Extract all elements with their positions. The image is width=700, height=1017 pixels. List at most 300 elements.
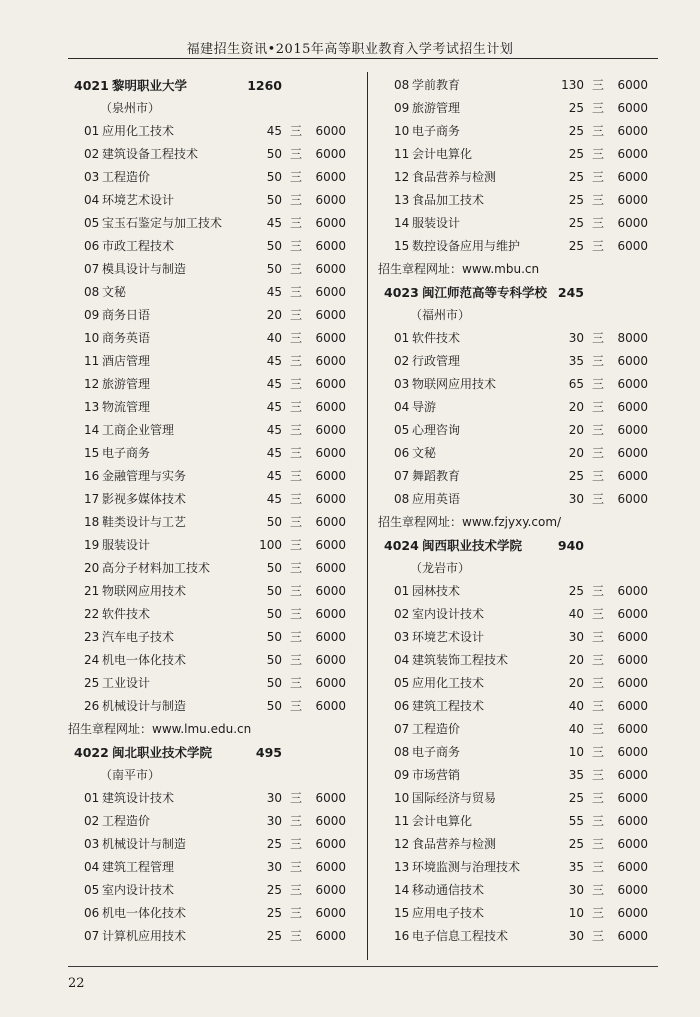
major-years: 三 bbox=[591, 170, 604, 184]
major-quota: 45 bbox=[266, 354, 282, 368]
major-fee: 6000 bbox=[617, 193, 648, 207]
major-number: 16 bbox=[84, 469, 100, 483]
major-quota: 50 bbox=[266, 262, 282, 276]
major-years: 三 bbox=[289, 285, 302, 299]
major-years: 三 bbox=[289, 469, 302, 483]
major-years: 三 bbox=[289, 906, 302, 920]
major-name: 应用电子技术 bbox=[412, 906, 485, 920]
major-number: 02 bbox=[84, 814, 100, 828]
major-years: 三 bbox=[591, 446, 604, 460]
major-fee: 6000 bbox=[315, 446, 346, 460]
major-number: 06 bbox=[394, 699, 410, 713]
major-fee: 6000 bbox=[315, 216, 346, 230]
major-years: 三 bbox=[591, 354, 604, 368]
major-fee: 6000 bbox=[315, 584, 346, 598]
major-quota: 25 bbox=[568, 584, 584, 598]
major-name: 服装设计 bbox=[412, 216, 461, 230]
major-row bbox=[378, 212, 662, 235]
major-row bbox=[378, 327, 662, 350]
major-years: 三 bbox=[591, 883, 604, 897]
major-name: 建筑设备工程技术 bbox=[102, 147, 199, 161]
major-row bbox=[378, 718, 662, 741]
major-row bbox=[68, 189, 360, 212]
major-number: 12 bbox=[394, 837, 410, 851]
major-row bbox=[68, 879, 360, 902]
major-name: 计算机应用技术 bbox=[102, 929, 187, 943]
major-fee: 6000 bbox=[617, 124, 648, 138]
major-name: 旅游管理 bbox=[412, 101, 461, 115]
major-fee: 6000 bbox=[315, 492, 346, 506]
major-years: 三 bbox=[289, 124, 302, 138]
major-fee: 6000 bbox=[315, 354, 346, 368]
major-number: 15 bbox=[394, 906, 410, 920]
major-quota: 25 bbox=[266, 883, 282, 897]
major-name: 金融管理与实务 bbox=[102, 469, 187, 483]
major-row bbox=[68, 833, 360, 856]
major-name: 数控设备应用与维护 bbox=[412, 239, 521, 253]
major-years: 三 bbox=[591, 768, 604, 782]
major-fee: 6000 bbox=[315, 883, 346, 897]
major-years: 三 bbox=[289, 860, 302, 874]
major-number: 05 bbox=[84, 883, 100, 897]
school-website: 招生章程网址：www.fzjyxy.com/ bbox=[378, 515, 562, 529]
major-fee: 6000 bbox=[617, 722, 648, 736]
major-quota: 50 bbox=[266, 699, 282, 713]
major-number: 12 bbox=[84, 377, 100, 391]
major-number: 02 bbox=[84, 147, 100, 161]
major-fee: 6000 bbox=[617, 607, 648, 621]
major-years: 三 bbox=[591, 147, 604, 161]
major-name: 环境艺术设计 bbox=[102, 193, 175, 207]
major-name: 机械设计与制造 bbox=[102, 837, 187, 851]
major-number: 03 bbox=[394, 630, 410, 644]
major-name: 机电一体化技术 bbox=[102, 906, 187, 920]
major-row bbox=[378, 350, 662, 373]
major-quota: 35 bbox=[568, 768, 584, 782]
major-fee: 6000 bbox=[617, 239, 648, 253]
major-number: 08 bbox=[394, 745, 410, 759]
major-years: 三 bbox=[289, 354, 302, 368]
major-years: 三 bbox=[289, 607, 302, 621]
major-number: 16 bbox=[394, 929, 410, 943]
major-number: 23 bbox=[84, 630, 100, 644]
school-city: （泉州市） bbox=[100, 101, 161, 115]
major-number: 01 bbox=[394, 331, 410, 345]
major-quota: 45 bbox=[266, 216, 282, 230]
major-number: 04 bbox=[394, 400, 410, 414]
major-number: 04 bbox=[394, 653, 410, 667]
major-number: 04 bbox=[84, 193, 100, 207]
major-row bbox=[68, 856, 360, 879]
major-years: 三 bbox=[289, 216, 302, 230]
major-years: 三 bbox=[289, 883, 302, 897]
page-header: 福建招生资讯•2015年高等职业教育入学考试招生计划 bbox=[186, 42, 514, 57]
major-name: 电子商务 bbox=[102, 446, 151, 460]
major-list bbox=[68, 787, 360, 948]
major-years: 三 bbox=[591, 630, 604, 644]
school-total: 940 bbox=[557, 538, 584, 553]
major-row bbox=[378, 373, 662, 396]
major-quota: 30 bbox=[266, 791, 282, 805]
major-quota: 25 bbox=[568, 216, 584, 230]
major-quota: 55 bbox=[568, 814, 584, 828]
major-fee: 6000 bbox=[617, 906, 648, 920]
major-row bbox=[68, 304, 360, 327]
major-quota: 20 bbox=[568, 423, 584, 437]
major-years: 三 bbox=[289, 538, 302, 552]
major-fee: 6000 bbox=[617, 170, 648, 184]
major-fee: 6000 bbox=[315, 653, 346, 667]
major-quota: 20 bbox=[568, 676, 584, 690]
major-fee: 6000 bbox=[315, 699, 346, 713]
major-name: 电子商务 bbox=[412, 745, 461, 759]
major-quota: 45 bbox=[266, 377, 282, 391]
major-name: 应用化工技术 bbox=[102, 124, 175, 138]
major-row bbox=[68, 442, 360, 465]
school-code: 4022 bbox=[74, 745, 109, 760]
major-quota: 65 bbox=[568, 377, 584, 391]
major-number: 15 bbox=[394, 239, 410, 253]
major-quota: 25 bbox=[266, 929, 282, 943]
school-code: 4024 bbox=[384, 538, 419, 553]
major-row bbox=[378, 695, 662, 718]
major-years: 三 bbox=[591, 653, 604, 667]
major-quota: 30 bbox=[568, 492, 584, 506]
major-number: 22 bbox=[84, 607, 100, 621]
major-row bbox=[68, 143, 360, 166]
page-number: 22 bbox=[68, 976, 85, 991]
major-row bbox=[378, 235, 662, 258]
major-fee: 6000 bbox=[617, 837, 648, 851]
major-quota: 25 bbox=[568, 239, 584, 253]
major-quota: 30 bbox=[568, 331, 584, 345]
major-quota: 100 bbox=[259, 538, 282, 552]
major-row bbox=[378, 626, 662, 649]
major-years: 三 bbox=[289, 630, 302, 644]
major-quota: 10 bbox=[568, 745, 584, 759]
major-years: 三 bbox=[591, 791, 604, 805]
major-number: 13 bbox=[394, 860, 410, 874]
major-row bbox=[68, 557, 360, 580]
major-quota: 45 bbox=[266, 492, 282, 506]
major-row bbox=[378, 396, 662, 419]
major-years: 三 bbox=[289, 193, 302, 207]
major-fee: 6000 bbox=[315, 607, 346, 621]
major-quota: 35 bbox=[568, 860, 584, 874]
major-quota: 40 bbox=[568, 699, 584, 713]
major-row bbox=[68, 787, 360, 810]
major-list bbox=[378, 327, 662, 511]
major-name: 工商企业管理 bbox=[102, 423, 175, 437]
major-years: 三 bbox=[591, 239, 604, 253]
major-number: 14 bbox=[394, 883, 410, 897]
major-fee: 6000 bbox=[315, 561, 346, 575]
major-fee: 6000 bbox=[617, 400, 648, 414]
major-years: 三 bbox=[591, 745, 604, 759]
major-name: 商务日语 bbox=[102, 308, 151, 322]
major-row bbox=[68, 327, 360, 350]
major-years: 三 bbox=[289, 837, 302, 851]
major-row bbox=[378, 810, 662, 833]
major-quota: 45 bbox=[266, 400, 282, 414]
major-number: 04 bbox=[84, 860, 100, 874]
major-years: 三 bbox=[591, 676, 604, 690]
major-row bbox=[378, 442, 662, 465]
major-name: 建筑工程技术 bbox=[412, 699, 485, 713]
major-quota: 50 bbox=[266, 239, 282, 253]
left-column bbox=[68, 74, 360, 948]
major-name: 物联网应用技术 bbox=[412, 377, 497, 391]
major-number: 11 bbox=[394, 814, 410, 828]
major-fee: 6000 bbox=[315, 515, 346, 529]
major-fee: 6000 bbox=[617, 883, 648, 897]
school-city: （南平市） bbox=[100, 768, 161, 782]
major-years: 三 bbox=[289, 492, 302, 506]
major-years: 三 bbox=[591, 423, 604, 437]
major-number: 13 bbox=[84, 400, 100, 414]
major-fee: 6000 bbox=[315, 630, 346, 644]
major-number: 07 bbox=[84, 929, 100, 943]
school-website: 招生章程网址：www.mbu.cn bbox=[378, 262, 540, 276]
major-quota: 50 bbox=[266, 515, 282, 529]
major-row bbox=[378, 465, 662, 488]
major-name: 机电一体化技术 bbox=[102, 653, 187, 667]
major-number: 07 bbox=[394, 469, 410, 483]
major-quota: 40 bbox=[568, 607, 584, 621]
school-name: 闽西职业技术学院 bbox=[422, 538, 523, 553]
major-quota: 45 bbox=[266, 469, 282, 483]
major-quota: 25 bbox=[568, 193, 584, 207]
major-years: 三 bbox=[289, 377, 302, 391]
major-quota: 45 bbox=[266, 446, 282, 460]
major-quota: 50 bbox=[266, 584, 282, 598]
major-fee: 6000 bbox=[315, 791, 346, 805]
major-number: 19 bbox=[84, 538, 100, 552]
major-name: 文秘 bbox=[412, 446, 437, 460]
right-column bbox=[378, 74, 662, 948]
major-quota: 30 bbox=[568, 929, 584, 943]
major-number: 07 bbox=[84, 262, 100, 276]
major-years: 三 bbox=[591, 722, 604, 736]
major-name: 电子商务 bbox=[412, 124, 461, 138]
major-row bbox=[68, 396, 360, 419]
major-quota: 20 bbox=[266, 308, 282, 322]
major-number: 03 bbox=[84, 170, 100, 184]
major-fee: 6000 bbox=[617, 147, 648, 161]
major-name: 模具设计与制造 bbox=[102, 262, 187, 276]
major-name: 汽车电子技术 bbox=[102, 630, 175, 644]
major-fee: 6000 bbox=[617, 768, 648, 782]
major-years: 三 bbox=[289, 814, 302, 828]
school-total: 495 bbox=[255, 745, 282, 760]
major-number: 10 bbox=[394, 124, 410, 138]
major-fee: 6000 bbox=[617, 101, 648, 115]
major-fee: 6000 bbox=[617, 78, 648, 92]
major-row bbox=[68, 212, 360, 235]
major-name: 电子信息工程技术 bbox=[412, 929, 509, 943]
major-row bbox=[68, 235, 360, 258]
major-name: 移动通信技术 bbox=[412, 883, 485, 897]
major-fee: 6000 bbox=[617, 860, 648, 874]
major-name: 导游 bbox=[412, 400, 437, 414]
major-name: 物联网应用技术 bbox=[102, 584, 187, 598]
major-number: 05 bbox=[394, 676, 410, 690]
major-years: 三 bbox=[289, 446, 302, 460]
major-row bbox=[378, 189, 662, 212]
school-heading bbox=[378, 281, 662, 304]
major-number: 09 bbox=[394, 768, 410, 782]
major-number: 12 bbox=[394, 170, 410, 184]
major-name: 舞蹈教育 bbox=[412, 469, 461, 483]
school-total: 1260 bbox=[247, 78, 282, 93]
major-name: 食品营养与检测 bbox=[412, 837, 497, 851]
major-number: 14 bbox=[394, 216, 410, 230]
major-years: 三 bbox=[591, 607, 604, 621]
school-city: （福州市） bbox=[410, 308, 471, 322]
major-years: 三 bbox=[289, 653, 302, 667]
major-years: 三 bbox=[591, 216, 604, 230]
major-row bbox=[68, 281, 360, 304]
major-quota: 25 bbox=[568, 837, 584, 851]
major-fee: 6000 bbox=[617, 216, 648, 230]
major-years: 三 bbox=[289, 170, 302, 184]
major-quota: 35 bbox=[568, 354, 584, 368]
major-fee: 6000 bbox=[617, 676, 648, 690]
major-years: 三 bbox=[289, 239, 302, 253]
major-quota: 50 bbox=[266, 147, 282, 161]
major-fee: 6000 bbox=[315, 469, 346, 483]
major-number: 11 bbox=[394, 147, 410, 161]
major-fee: 6000 bbox=[617, 699, 648, 713]
major-fee: 6000 bbox=[315, 262, 346, 276]
major-number: 08 bbox=[394, 492, 410, 506]
major-years: 三 bbox=[591, 469, 604, 483]
major-row bbox=[378, 925, 662, 948]
major-fee: 6000 bbox=[617, 469, 648, 483]
major-years: 三 bbox=[591, 860, 604, 874]
major-list bbox=[378, 74, 662, 258]
school-code: 4023 bbox=[384, 285, 419, 300]
major-name: 会计电算化 bbox=[412, 814, 473, 828]
major-years: 三 bbox=[289, 561, 302, 575]
major-years: 三 bbox=[591, 906, 604, 920]
major-fee: 6000 bbox=[315, 377, 346, 391]
major-name: 工程造价 bbox=[102, 170, 151, 184]
major-name: 应用英语 bbox=[412, 492, 461, 506]
major-fee: 6000 bbox=[315, 538, 346, 552]
major-fee: 6000 bbox=[315, 837, 346, 851]
major-years: 三 bbox=[591, 584, 604, 598]
major-name: 室内设计技术 bbox=[412, 607, 485, 621]
major-fee: 6000 bbox=[617, 492, 648, 506]
major-years: 三 bbox=[591, 78, 604, 92]
major-number: 01 bbox=[84, 124, 100, 138]
major-number: 26 bbox=[84, 699, 100, 713]
major-fee: 8000 bbox=[617, 331, 648, 345]
school-heading bbox=[68, 74, 360, 97]
major-number: 21 bbox=[84, 584, 100, 598]
major-row bbox=[68, 419, 360, 442]
major-number: 06 bbox=[84, 239, 100, 253]
major-quota: 40 bbox=[266, 331, 282, 345]
school-name: 黎明职业大学 bbox=[112, 78, 188, 93]
header-rule bbox=[68, 58, 658, 59]
major-fee: 6000 bbox=[315, 170, 346, 184]
major-fee: 6000 bbox=[315, 239, 346, 253]
major-name: 鞋类设计与工艺 bbox=[102, 515, 187, 529]
major-name: 应用化工技术 bbox=[412, 676, 485, 690]
major-number: 02 bbox=[394, 354, 410, 368]
major-row bbox=[68, 580, 360, 603]
school-total: 245 bbox=[557, 285, 584, 300]
school-code: 4021 bbox=[74, 78, 109, 93]
major-years: 三 bbox=[591, 377, 604, 391]
major-fee: 6000 bbox=[315, 285, 346, 299]
major-quota: 50 bbox=[266, 630, 282, 644]
major-row bbox=[378, 488, 662, 511]
major-name: 宝玉石鉴定与加工技术 bbox=[102, 216, 223, 230]
major-years: 三 bbox=[591, 193, 604, 207]
major-years: 三 bbox=[591, 400, 604, 414]
major-number: 10 bbox=[84, 331, 100, 345]
major-name: 工程造价 bbox=[102, 814, 151, 828]
major-name: 学前教育 bbox=[412, 78, 461, 92]
major-years: 三 bbox=[591, 331, 604, 345]
major-years: 三 bbox=[289, 791, 302, 805]
major-quota: 25 bbox=[568, 101, 584, 115]
major-fee: 6000 bbox=[617, 377, 648, 391]
major-number: 01 bbox=[84, 791, 100, 805]
major-name: 服装设计 bbox=[102, 538, 151, 552]
major-quota: 50 bbox=[266, 170, 282, 184]
major-row bbox=[68, 925, 360, 948]
major-number: 25 bbox=[84, 676, 100, 690]
major-row bbox=[378, 74, 662, 97]
major-name: 物流管理 bbox=[102, 400, 151, 414]
major-number: 06 bbox=[394, 446, 410, 460]
major-fee: 6000 bbox=[617, 745, 648, 759]
major-name: 会计电算化 bbox=[412, 147, 473, 161]
major-row bbox=[68, 373, 360, 396]
major-number: 02 bbox=[394, 607, 410, 621]
major-fee: 6000 bbox=[617, 584, 648, 598]
major-row bbox=[378, 97, 662, 120]
major-row bbox=[378, 419, 662, 442]
major-name: 市政工程技术 bbox=[102, 239, 175, 253]
major-quota: 25 bbox=[568, 469, 584, 483]
major-name: 高分子材料加工技术 bbox=[102, 561, 211, 575]
major-number: 03 bbox=[84, 837, 100, 851]
major-years: 三 bbox=[289, 699, 302, 713]
major-row bbox=[68, 488, 360, 511]
major-quota: 25 bbox=[568, 147, 584, 161]
major-name: 建筑装饰工程技术 bbox=[412, 653, 509, 667]
major-row bbox=[378, 120, 662, 143]
major-row bbox=[68, 120, 360, 143]
column-divider bbox=[367, 72, 368, 960]
major-row bbox=[378, 902, 662, 925]
major-quota: 45 bbox=[266, 285, 282, 299]
major-number: 01 bbox=[394, 584, 410, 598]
footer-rule bbox=[68, 966, 658, 967]
major-name: 行政管理 bbox=[412, 354, 461, 368]
major-number: 09 bbox=[394, 101, 410, 115]
major-name: 环境监测与治理技术 bbox=[412, 860, 521, 874]
major-quota: 25 bbox=[266, 906, 282, 920]
major-row bbox=[378, 603, 662, 626]
major-row bbox=[68, 465, 360, 488]
major-quota: 50 bbox=[266, 561, 282, 575]
